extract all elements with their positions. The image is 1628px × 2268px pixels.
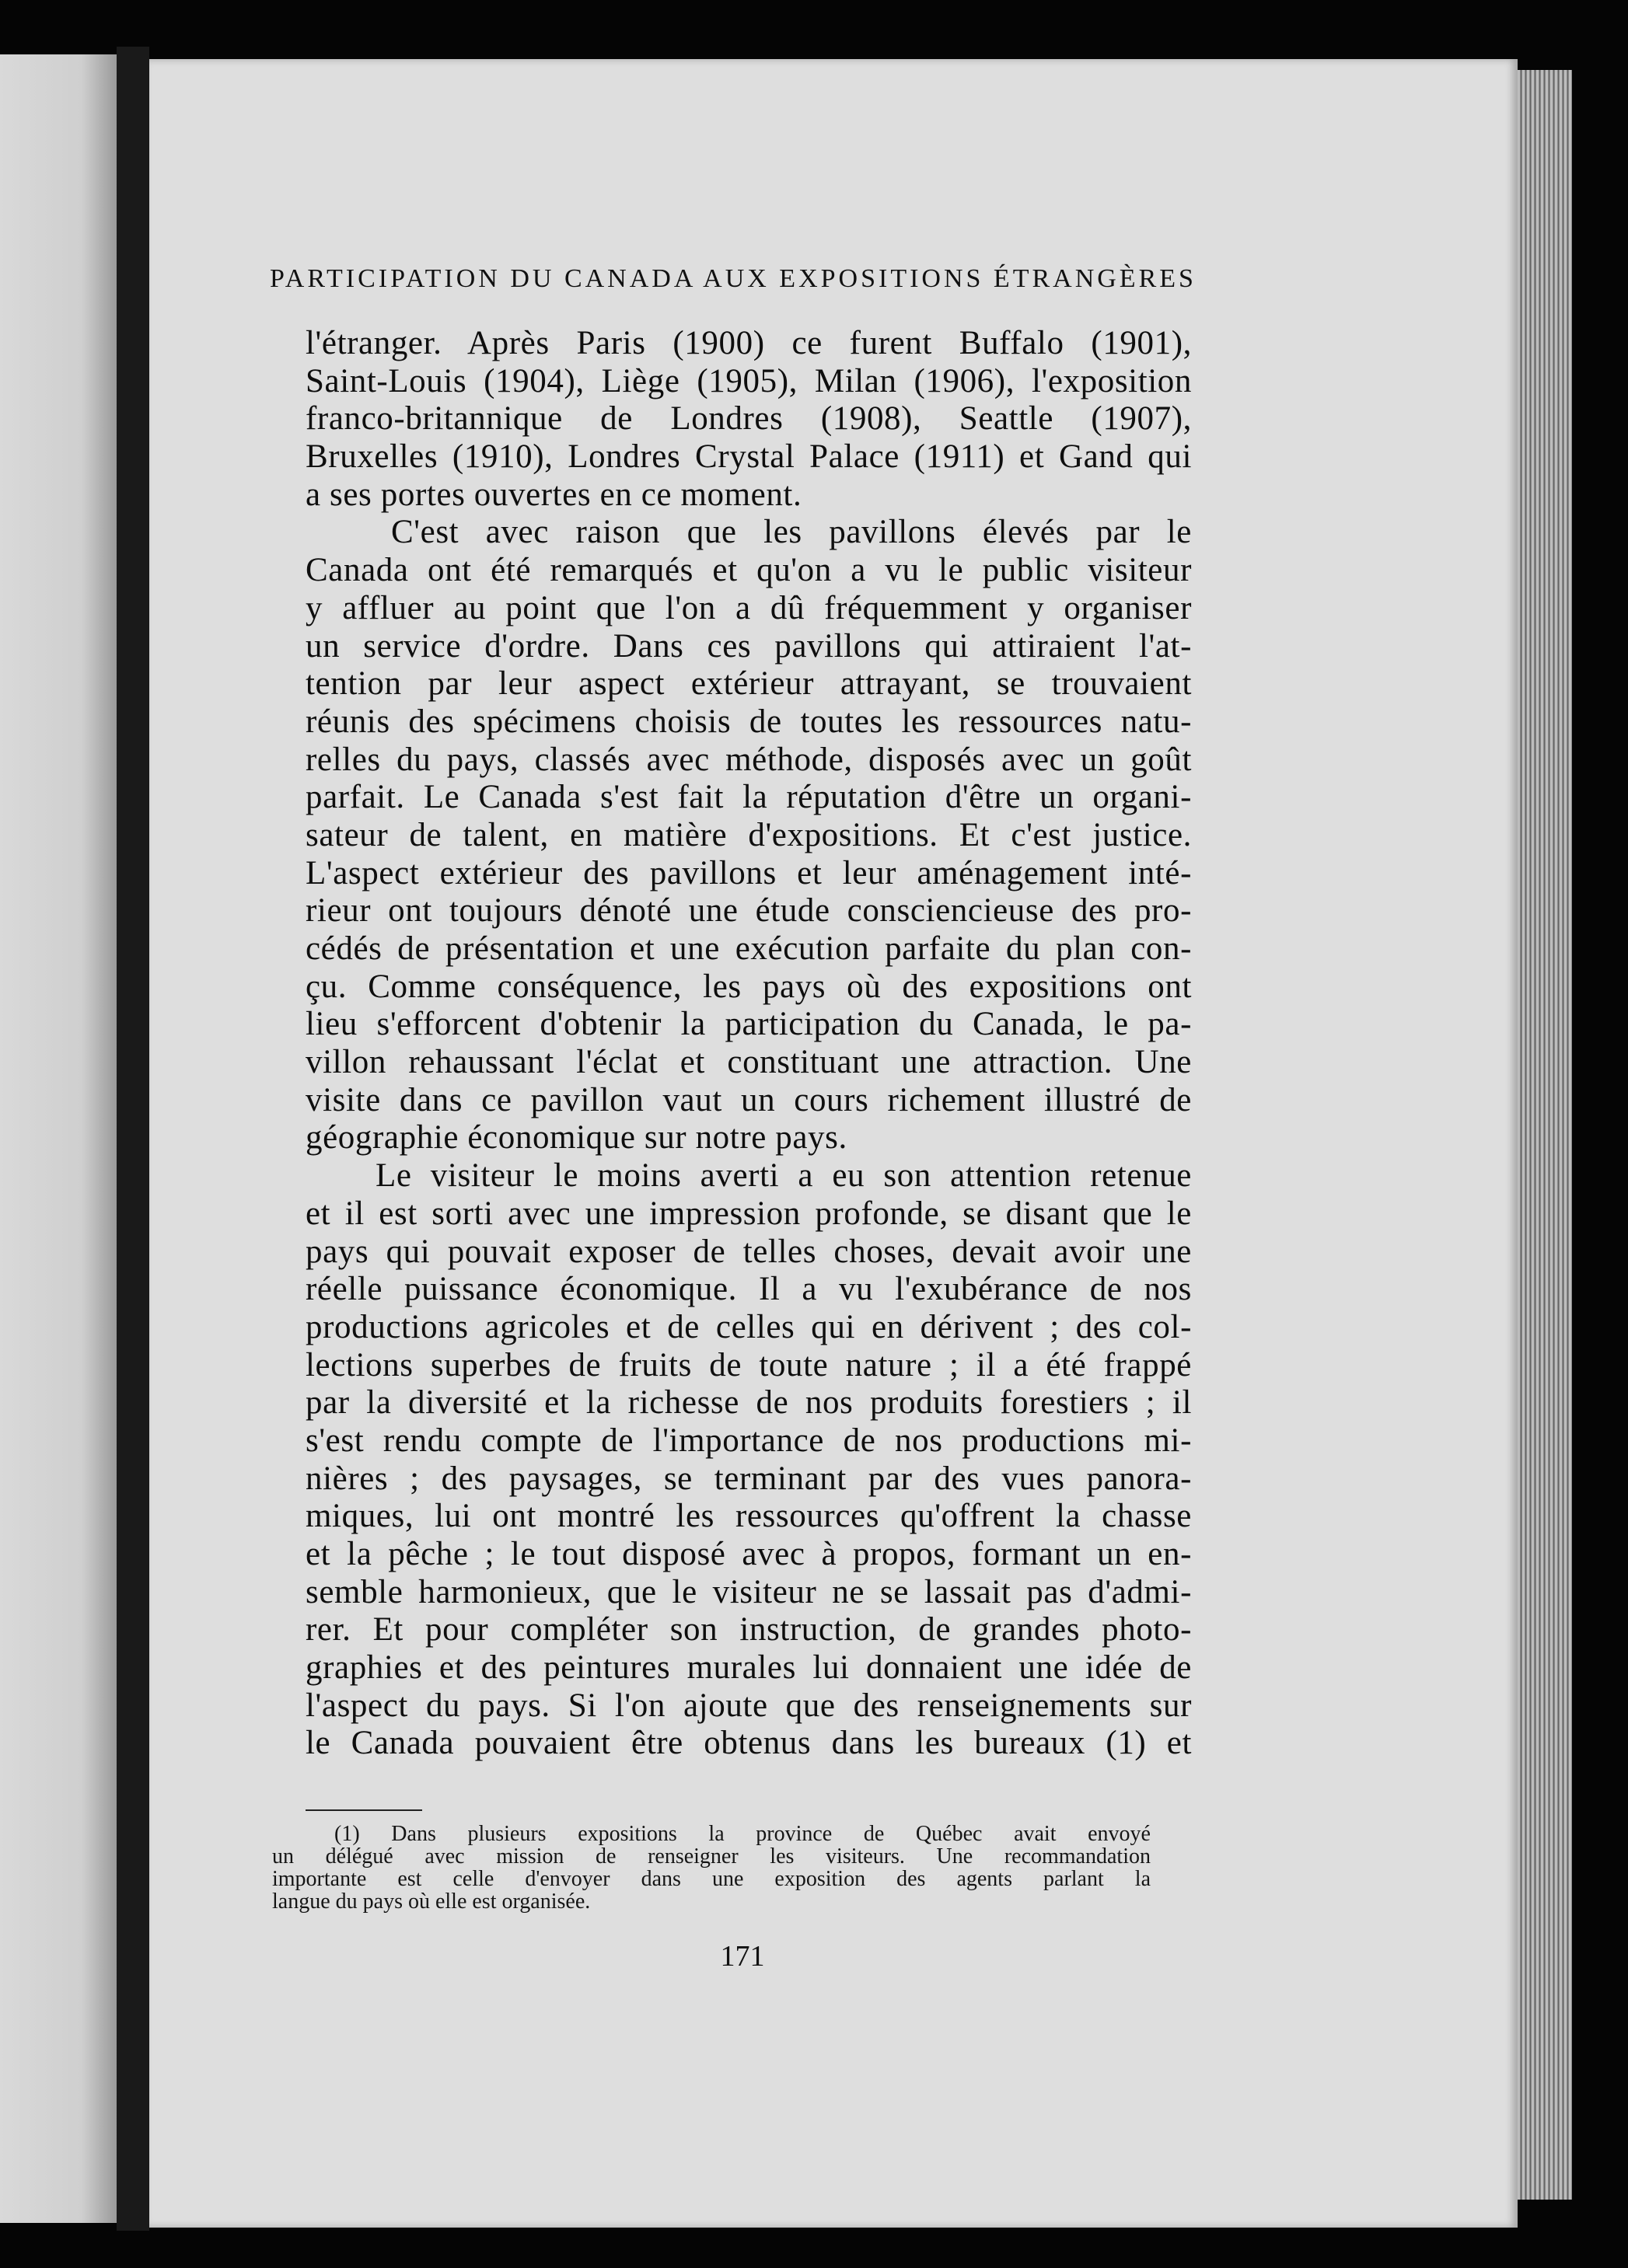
text-line: lieu s'efforcent d'obtenir la participation du Canada, le pa-	[306, 1006, 1192, 1043]
text-line: villon rehaussant l'éclat et constituant une attraction. Une	[306, 1044, 1192, 1081]
text-line: pays qui pouvait exposer de telles choses, devait avoir une	[306, 1233, 1192, 1270]
text-line: géographie économique sur notre pays.	[306, 1119, 847, 1157]
text-line: sateur de talent, en matière d'expositions. Et c'est justice.	[306, 816, 1192, 853]
text-line: tention par leur aspect extérieur attrayant, se trouvaient	[306, 665, 1192, 703]
text-line: réunis des spécimens choisis de toutes les ressources natu-	[306, 703, 1192, 740]
text-line: Canada ont été remarqués et qu'on a vu le public visiteur	[306, 552, 1192, 589]
body-text	[306, 325, 1192, 1763]
text-line: et la pêche ; le tout disposé avec à propos, formant un en-	[306, 1536, 1192, 1572]
running-head: PARTICIPATION DU CANADA AUX EXPOSITIONS ÉTRANGÈRES	[270, 264, 1197, 293]
text-line: graphies et des peintures murales lui donnaient une idée de	[306, 1649, 1192, 1687]
text-line: rer. Et pour compléter son instruction, de grandes photo-	[306, 1611, 1192, 1649]
text-line: Saint-Louis (1904), Liège (1905), Milan (1906), l'exposition	[306, 362, 1192, 400]
text-line: C'est avec raison que les pavillons élevés par le	[391, 514, 1192, 551]
footnote-line: un délégué avec mission de renseigner les visiteurs. Une recommandation	[272, 1844, 1151, 1868]
text-line: et il est sorti avec une impression profonde, se disant que le	[306, 1195, 1192, 1232]
text-line: productions agricoles et de celles qui en dérivent ; des col-	[306, 1308, 1192, 1345]
text-line: l'étranger. Après Paris (1900) ce furent Buffalo (1901),	[306, 325, 1192, 361]
facing-page-edge	[0, 54, 117, 2223]
text-line: visite dans ce pavillon vaut un cours richement illustré de	[306, 1081, 1192, 1118]
text-line: par la diversité et la richesse de nos produits forestiers ; il	[306, 1384, 1192, 1422]
text-line: parfait. Le Canada s'est fait la réputation d'être un organi-	[306, 779, 1192, 816]
text-line: le Canada pouvaient être obtenus dans les bureaux (1) et	[306, 1725, 1192, 1762]
text-line: y affluer au point que l'on a dû fréquemment y organiser	[306, 589, 1192, 626]
text-line: relles du pays, classés avec méthode, disposés avec un goût	[306, 741, 1192, 778]
paragraph	[306, 325, 1192, 514]
text-line: l'aspect du pays. Si l'on ajoute que des renseignements sur	[306, 1687, 1192, 1724]
text-line: semble harmonieux, que le visiteur ne se lassait pas d'admi-	[306, 1573, 1192, 1610]
footnote-rule	[306, 1809, 422, 1811]
footnote-line: (1) Dans plusieurs expositions la province de Québec avait envoyé	[334, 1822, 1151, 1846]
text-line: rieur ont toujours dénoté une étude consciencieuse des pro-	[306, 892, 1192, 930]
footnote-line: langue du pays où elle est organisée.	[272, 1889, 591, 1914]
page-number: 171	[720, 1940, 765, 1973]
paragraph	[306, 514, 1192, 1157]
text-line: a ses portes ouvertes en ce moment.	[306, 476, 802, 513]
page-stack-edges	[1518, 70, 1572, 2200]
text-line: Le visiteur le moins averti a eu son attention retenue	[376, 1157, 1192, 1195]
text-line: un service d'ordre. Dans ces pavillons qui attiraient l'at-	[306, 627, 1192, 665]
text-line: cédés de présentation et une exécution parfaite du plan con-	[306, 930, 1192, 967]
text-line: Bruxelles (1910), Londres Crystal Palace (1911) et Gand qui	[306, 438, 1192, 476]
text-line: lections superbes de fruits de toute nature ; il a été frappé	[306, 1346, 1192, 1383]
text-line: s'est rendu compte de l'importance de nos productions mi-	[306, 1422, 1192, 1459]
text-line: franco-britannique de Londres (1908), Seattle (1907),	[306, 400, 1192, 438]
footnote	[272, 1823, 1151, 1913]
footnote-line: importante est celle d'envoyer dans une exposition des agents parlant la	[272, 1867, 1151, 1891]
text-line: L'aspect extérieur des pavillons et leur aménagement inté-	[306, 854, 1192, 891]
text-line: çu. Comme conséquence, les pays où des expositions ont	[306, 968, 1192, 1005]
paragraph	[306, 1157, 1192, 1763]
text-line: miques, lui ont montré les ressources qu'offrent la chasse	[306, 1498, 1192, 1535]
book-gutter	[117, 47, 149, 2231]
text-line: nières ; des paysages, se terminant par des vues panora-	[306, 1460, 1192, 1497]
text-line: réelle puissance économique. Il a vu l'exubérance de nos	[306, 1271, 1192, 1308]
